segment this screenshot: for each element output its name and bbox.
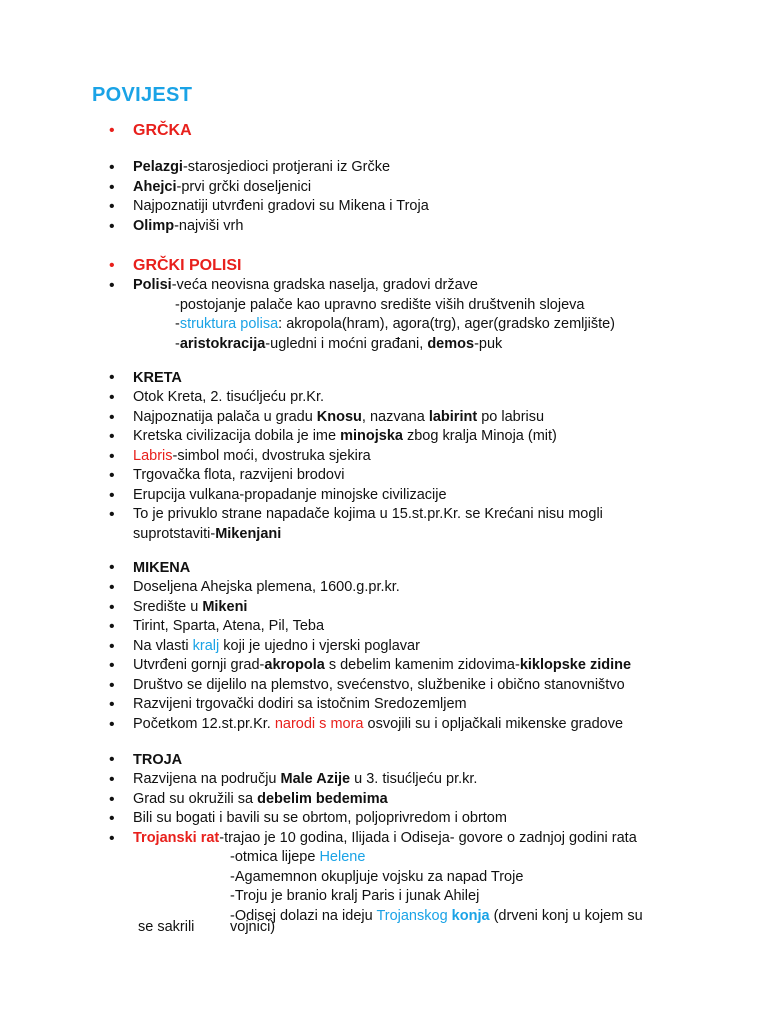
sub-item: -struktura polisa: akropola(hram), agora(trg), ager(gradsko zemljište) [175,316,616,332]
sub-item: -aristokracija-ugledni i moćni građani, demos-puk [175,335,503,352]
list-item: • Ahejci-prvi grčki doseljenici [0,178,429,198]
sub-item: -Troju je branio kralj Paris i junak Ahilej [230,888,480,904]
list-item: • Kretska civilizacija dobila je ime minojska zbog kralja Minoja (mit) [0,427,663,447]
list-item: • Polisi-veća neovisna gradska naselja, gradovi države [0,276,615,296]
list-item: • Početkom 12.st.pr.Kr. narodi s mora osvojili su i opljačkali mikenske gradove [0,715,631,735]
list-item: • Bili su bogati i bavili su se obrtom, poljoprivredom i obrtom [0,809,643,829]
list-item: • Otok Kreta, 2. tisućljeću pr.Kr. [0,388,663,408]
list-item: • Na vlasti kralj koji je ujedno i vjerski poglavar [0,637,631,657]
page-title: POVIJEST [92,84,193,106]
heading-kreta: • KRETA [0,368,663,388]
list-item: • Tirint, Sparta, Atena, Pil, Teba [0,617,631,637]
list-item: • Pelazgi-starosjedioci protjerani iz Grčke [0,158,429,178]
list-grcka [0,158,429,236]
list-item: • Najpoznatija palača u gradu Knosu, nazvana labirint po labrisu [0,408,663,428]
list-item: • Središte u Mikeni [0,598,631,618]
section-polisi [0,255,241,277]
list-item: • Olimp-najviši vrh [0,217,429,237]
list-item: • Trgovačka flota, razvijeni brodovi [0,466,663,486]
list-item: • Trojanski rat-trajao je 10 godina, Ilijada i Odiseja- govore o zadnjoj godini rata [0,829,643,849]
heading-grcka: • GRČKA [0,120,192,142]
sub-item: -Agamemnon okupljuje vojsku za napad Troje [230,868,524,885]
list-item: • Razvijeni trgovački dodiri sa istočnim Sredozemljem [0,695,631,715]
list-item: • Razvijena na području Male Azije u 3. tisućljeću pr.kr. [0,770,643,790]
list-item: • Utvrđeni gornji grad-akropola s debelim kamenim zidovima-kiklopske zidine [0,656,631,676]
list-item: • To je privuklo strane napadače kojima u 15.st.pr.Kr. se Krećani nisu mogli suprotstaviti-Mikenjani [0,505,663,544]
list-item: • Društvo se dijelilo na plemstvo, svećenstvo, službenike i obično stanovništvo [0,676,631,696]
continuation-text: se sakrili [138,919,195,935]
continuation-text: vojnici) [230,919,276,935]
sub-item: -Odisej dolazi na ideju Trojanskog konja (drveni konj u kojem su [230,907,643,924]
section-mikena [0,558,631,734]
section-troja [0,750,643,926]
list-item: • Labris-simbol moći, dvostruka sjekira [0,447,663,467]
section-grcka [0,120,192,142]
list-item: • Grad su okružili sa debelim bedemima [0,790,643,810]
sub-item: -otmica lijepe Helene [230,849,366,865]
heading-polisi: • GRČKI POLISI [0,255,241,277]
sub-item: -postojanje palače kao upravno središte viših društvenih slojeva [175,296,585,313]
list-item: • Erupcija vulkana-propadanje minojske civilizacije [0,486,663,506]
section-kreta [0,368,663,544]
list-polisi [0,276,615,354]
heading-troja: • TROJA [0,750,643,770]
heading-mikena: • MIKENA [0,558,631,578]
list-item: • Doseljena Ahejska plemena, 1600.g.pr.kr. [0,578,631,598]
list-item: • Najpoznatiji utvrđeni gradovi su Mikena i Troja [0,197,429,217]
